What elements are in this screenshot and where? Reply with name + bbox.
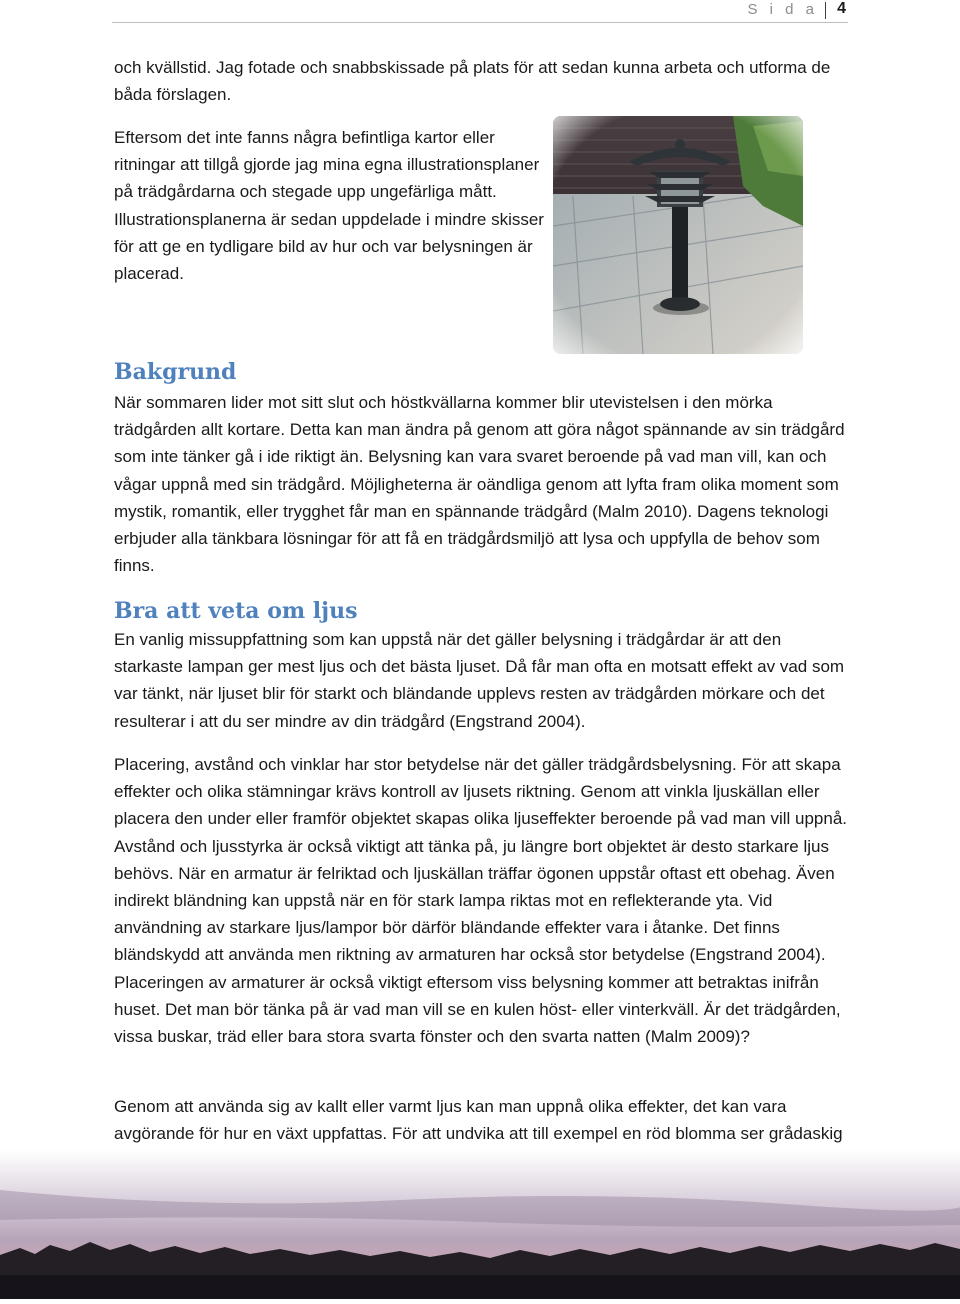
garden-lamp-illustration — [553, 116, 803, 354]
intro-paragraph-2: Eftersom det inte fanns några befintliga kartor eller ritningar att tillgå gjorde jag mina egna illustrationsplaner på trädgårdarna och stegade upp ungefärliga mått. Illustrationsplanerna är sedan uppdelade i mindre skisser för att ge en tydligare bild av hur och var belysningen är placerad. — [114, 128, 544, 284]
page-number: 4 — [837, 0, 846, 17]
garden-lamp-photo — [553, 116, 803, 354]
footer-sunset-image — [0, 1150, 960, 1299]
section-heading-bakgrund: Bakgrund — [114, 359, 237, 385]
sunset-treeline-illustration — [0, 1150, 960, 1299]
page-label: S i d a — [747, 1, 818, 18]
header-divider — [825, 2, 826, 19]
section-heading-ljus: Bra att veta om ljus — [114, 598, 358, 624]
ljus-paragraph-1: En vanlig missuppfattning som kan uppstå när det gäller belysning i trädgårdar är att den starkaste lampan ger mest ljus och det bästa ljuset. Då får man ofta en motsatt effekt av vad som var tänkt, när ljuset blir för starkt och bländande upplevs resten av trädgården mörkare och det resulterar i att du ser mindre av din trädgård (Engstrand 2004). — [114, 630, 845, 731]
ljus-paragraph-3: Genom att använda sig av kallt eller varmt ljus kan man uppnå olika effekter, det kan vara avgörande för hur en växt uppfattas. För att undvika att till exempel en röd blomma ser grådaskig — [114, 1097, 843, 1144]
intro-paragraph-1: och kvällstid. Jag fotade och snabbskissade på plats för att sedan kunna arbeta och utforma de båda förslagen. — [114, 58, 831, 105]
ljus-paragraph-2: Placering, avstånd och vinklar har stor betydelse när det gäller trädgårdsbelysning. För att skapa effekter och olika stämningar krävs kontroll av ljusets riktning. Genom att vinkla ljuskällan eller placera den under eller framför objektet skapas olika ljuseffekter beroende på vad man vill uppnå. Avstånd och ljusstyrka är också viktigt att tänka på, ju längre bort objektet är desto starkare ljus behövs. När en armatur är felriktad och ljuskällan träffar ögonen uppstår oftast ett obehag. Även indirekt bländning kan uppstå när en för stark lampa riktas mot en reflekterande yta. Vid användning av starkare ljus/lampor bör därför bländande effekter vara i åtanke. Det finns bländskydd att använda men riktning av armaturen har också stor betydelse (Engstrand 2004). Placeringen av armaturer är också viktigt eftersom viss belysning kommer att betraktas inifrån huset. Det man bör tänka på är vad man vill se en kulen höst- eller vinterkväll. Är det trädgården, vissa buskar, träd eller bara stora svarta fönster och den svarta natten (Malm 2009)? — [114, 755, 848, 1047]
bakgrund-paragraph: När sommaren lider mot sitt slut och höstkvällarna kommer blir utevistelsen i den mörka trädgården allt kortare. Detta kan man ändra på genom att göra något spännande av sin trädgård som inte tänker gå i ide riktigt än. Belysning kan vara svaret beroende på vad man vill, kan och vågar uppnå med sin trädgård. Möjligheterna är oändliga genom att lyfta fram olika moment som mystik, romantik, eller trygghet får man en spännande trädgård (Malm 2010). Dagens teknologi erbjuder alla tänkbara lösningar för att få en trädgårdsmiljö att lysa och uppfylla de behov som finns. — [114, 393, 845, 576]
page-header — [112, 0, 848, 23]
